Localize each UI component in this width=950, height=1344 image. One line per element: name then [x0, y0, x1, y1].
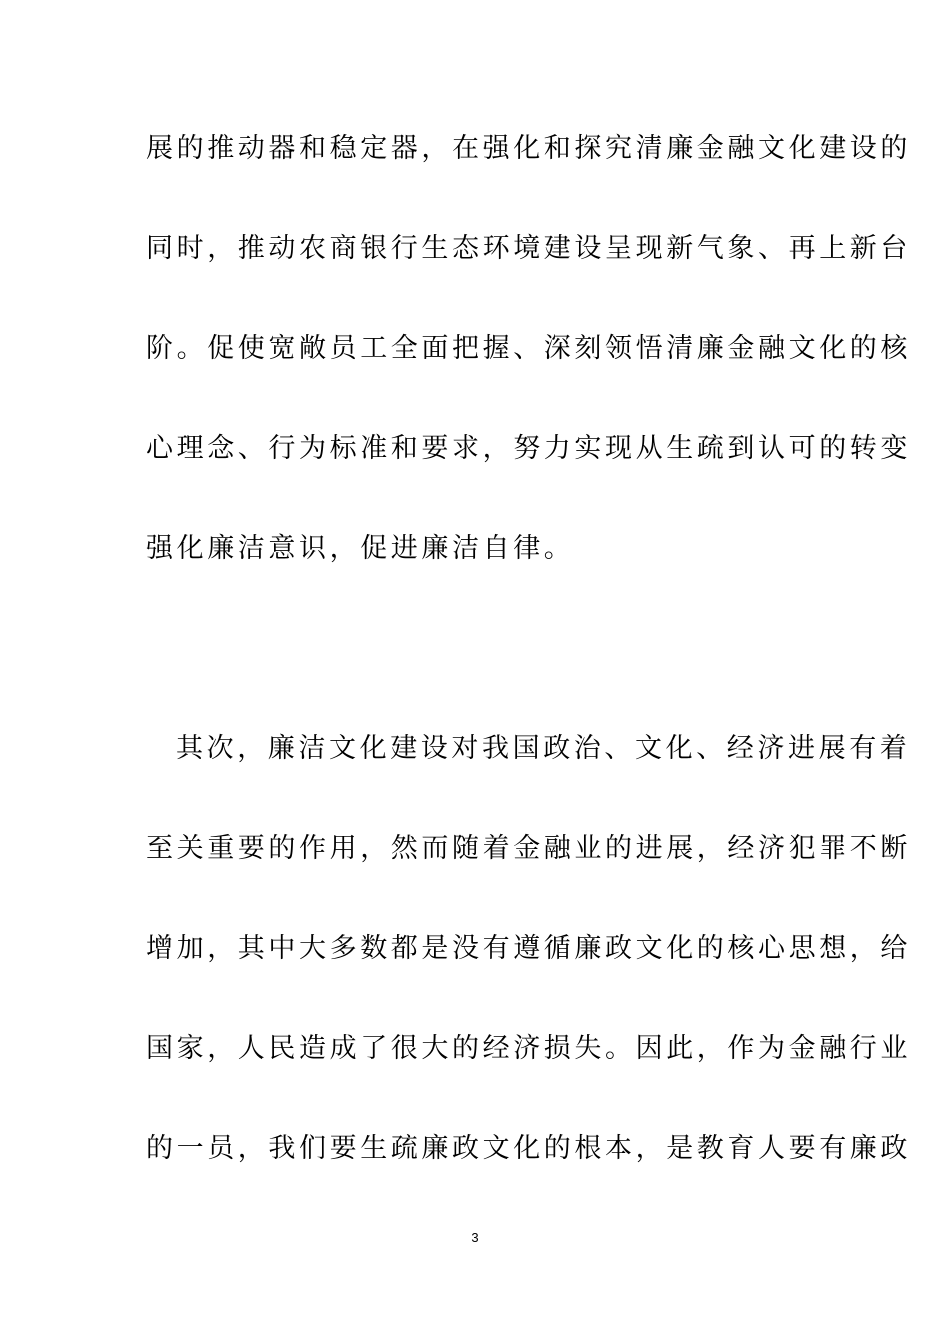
paragraph-1-line-5: 强化廉洁意识，促进廉洁自律。: [146, 533, 575, 564]
paragraph-1-line-1: 展的推动器和稳定器，在强化和探究清廉金融文化建设的: [146, 133, 911, 164]
page-number: 3: [471, 1230, 479, 1245]
paragraph-2-line-5: 的一员，我们要生疏廉政文化的根本，是教育人要有廉政: [146, 1133, 911, 1164]
paragraph-2-line-4: 国家，人民造成了很大的经济损失。因此，作为金融行业: [146, 1033, 911, 1064]
paragraph-1-line-2: 同时，推动农商银行生态环境建设呈现新气象、再上新台: [146, 233, 911, 264]
paragraph-2-line-1: 其次，廉洁文化建设对我国政治、文化、经济进展有着: [176, 733, 911, 764]
paragraph-2-line-2: 至关重要的作用，然而随着金融业的进展，经济犯罪不断: [146, 833, 911, 864]
paragraph-1-line-4: 心理念、行为标准和要求，努力实现从生疏到认可的转变: [146, 433, 911, 464]
paragraph-2-line-3: 增加，其中大多数都是没有遵循廉政文化的核心思想，给: [146, 933, 911, 964]
paragraph-1-line-3: 阶。促使宽敞员工全面把握、深刻领悟清廉金融文化的核: [146, 333, 911, 364]
